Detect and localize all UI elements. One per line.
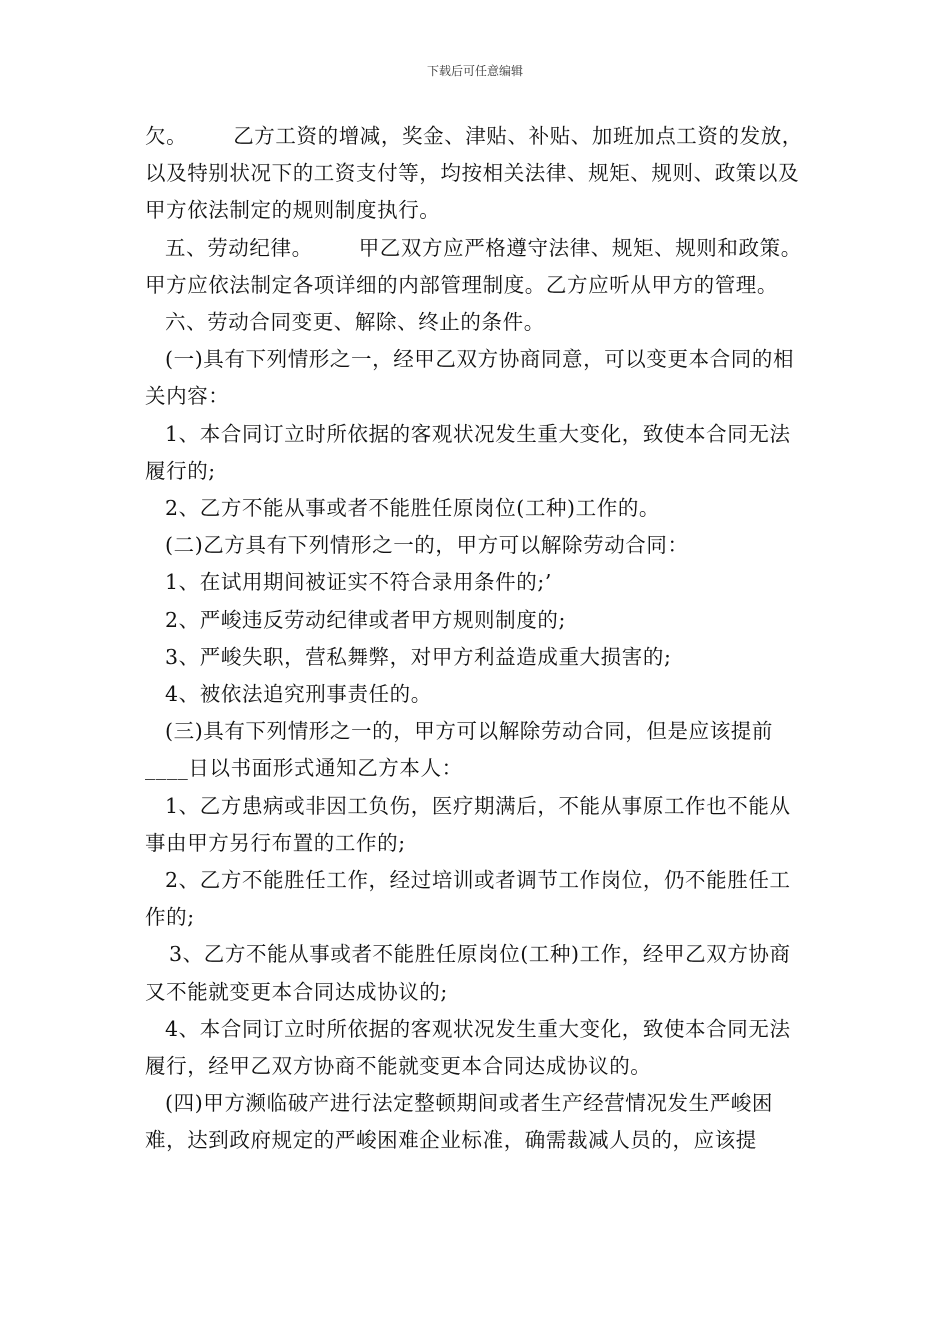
paragraph-lead: 欠。	[145, 124, 188, 148]
section-heading: 五、劳动纪律。	[165, 235, 313, 260]
paragraph	[145, 230, 810, 304]
list-item: 2、乙方不能从事或者不能胜任原岗位(工种)工作的。	[165, 496, 661, 521]
list-item: 4、被依法追究刑事责任的。	[165, 682, 432, 707]
paragraph-text: 甲乙双方应严格遵守法律、规矩、规则和政策。甲方应依法制定各项详细的内部管理制度。乙方应听从甲方的管理。	[145, 235, 802, 297]
list-item: 1、本合同订立时所依据的客观状况发生重大变化，致使本合同无法履行的;	[145, 421, 791, 483]
paragraph: (二)乙方具有下列情形之一的，甲方可以解除劳动合同：	[165, 533, 689, 558]
list-item: 2、乙方不能胜任工作，经过培训或者调节工作岗位，仍不能胜任工作的;	[145, 868, 791, 930]
paragraph: (三)具有下列情形之一的，甲方可以解除劳动合同，但是应该提前____日以书面形式通知乙方本人：	[145, 719, 773, 781]
document-body	[145, 118, 810, 1160]
list-item: 2、严峻违反劳动纪律或者甲方规则制度的;	[165, 607, 566, 632]
paragraph-text: 乙方工资的增减，奖金、津贴、补贴、加班加点工资的发放，以及特别状况下的工资支付等，均按相关法律、规矩、规则、政策以及甲方依法制定的规则制度执行。	[145, 124, 803, 223]
paragraph: (一)具有下列情形之一，经甲乙双方协商同意，可以变更本合同的相关内容：	[145, 347, 795, 409]
section-heading: 六、劳动合同变更、解除、终止的条件。	[165, 310, 545, 335]
list-item: 1、在试用期间被证实不符合录用条件的;’	[165, 570, 552, 595]
page-header: 下载后可任意编辑	[426, 64, 523, 78]
paragraph	[145, 118, 810, 230]
paragraph: (四)甲方濒临破产进行法定整顿期间或者生产经营情况发生严峻困难，达到政府规定的严峻困难企业标准，确需裁减人员的，应该提	[145, 1091, 773, 1153]
list-item: 3、严峻失职，营私舞弊，对甲方利益造成重大损害的;	[165, 644, 672, 669]
list-item: 3、乙方不能从事或者不能胜任原岗位(工种)工作，经甲乙双方协商又不能就变更本合同达成协议的;	[145, 942, 791, 1004]
list-item: 1、乙方患病或非因工负伤，医疗期满后，不能从事原工作也不能从事由甲方另行布置的工作的;	[145, 793, 791, 855]
list-item: 4、本合同订立时所依据的客观状况发生重大变化，致使本合同无法履行，经甲乙双方协商不能就变更本合同达成协议的。	[145, 1016, 791, 1079]
